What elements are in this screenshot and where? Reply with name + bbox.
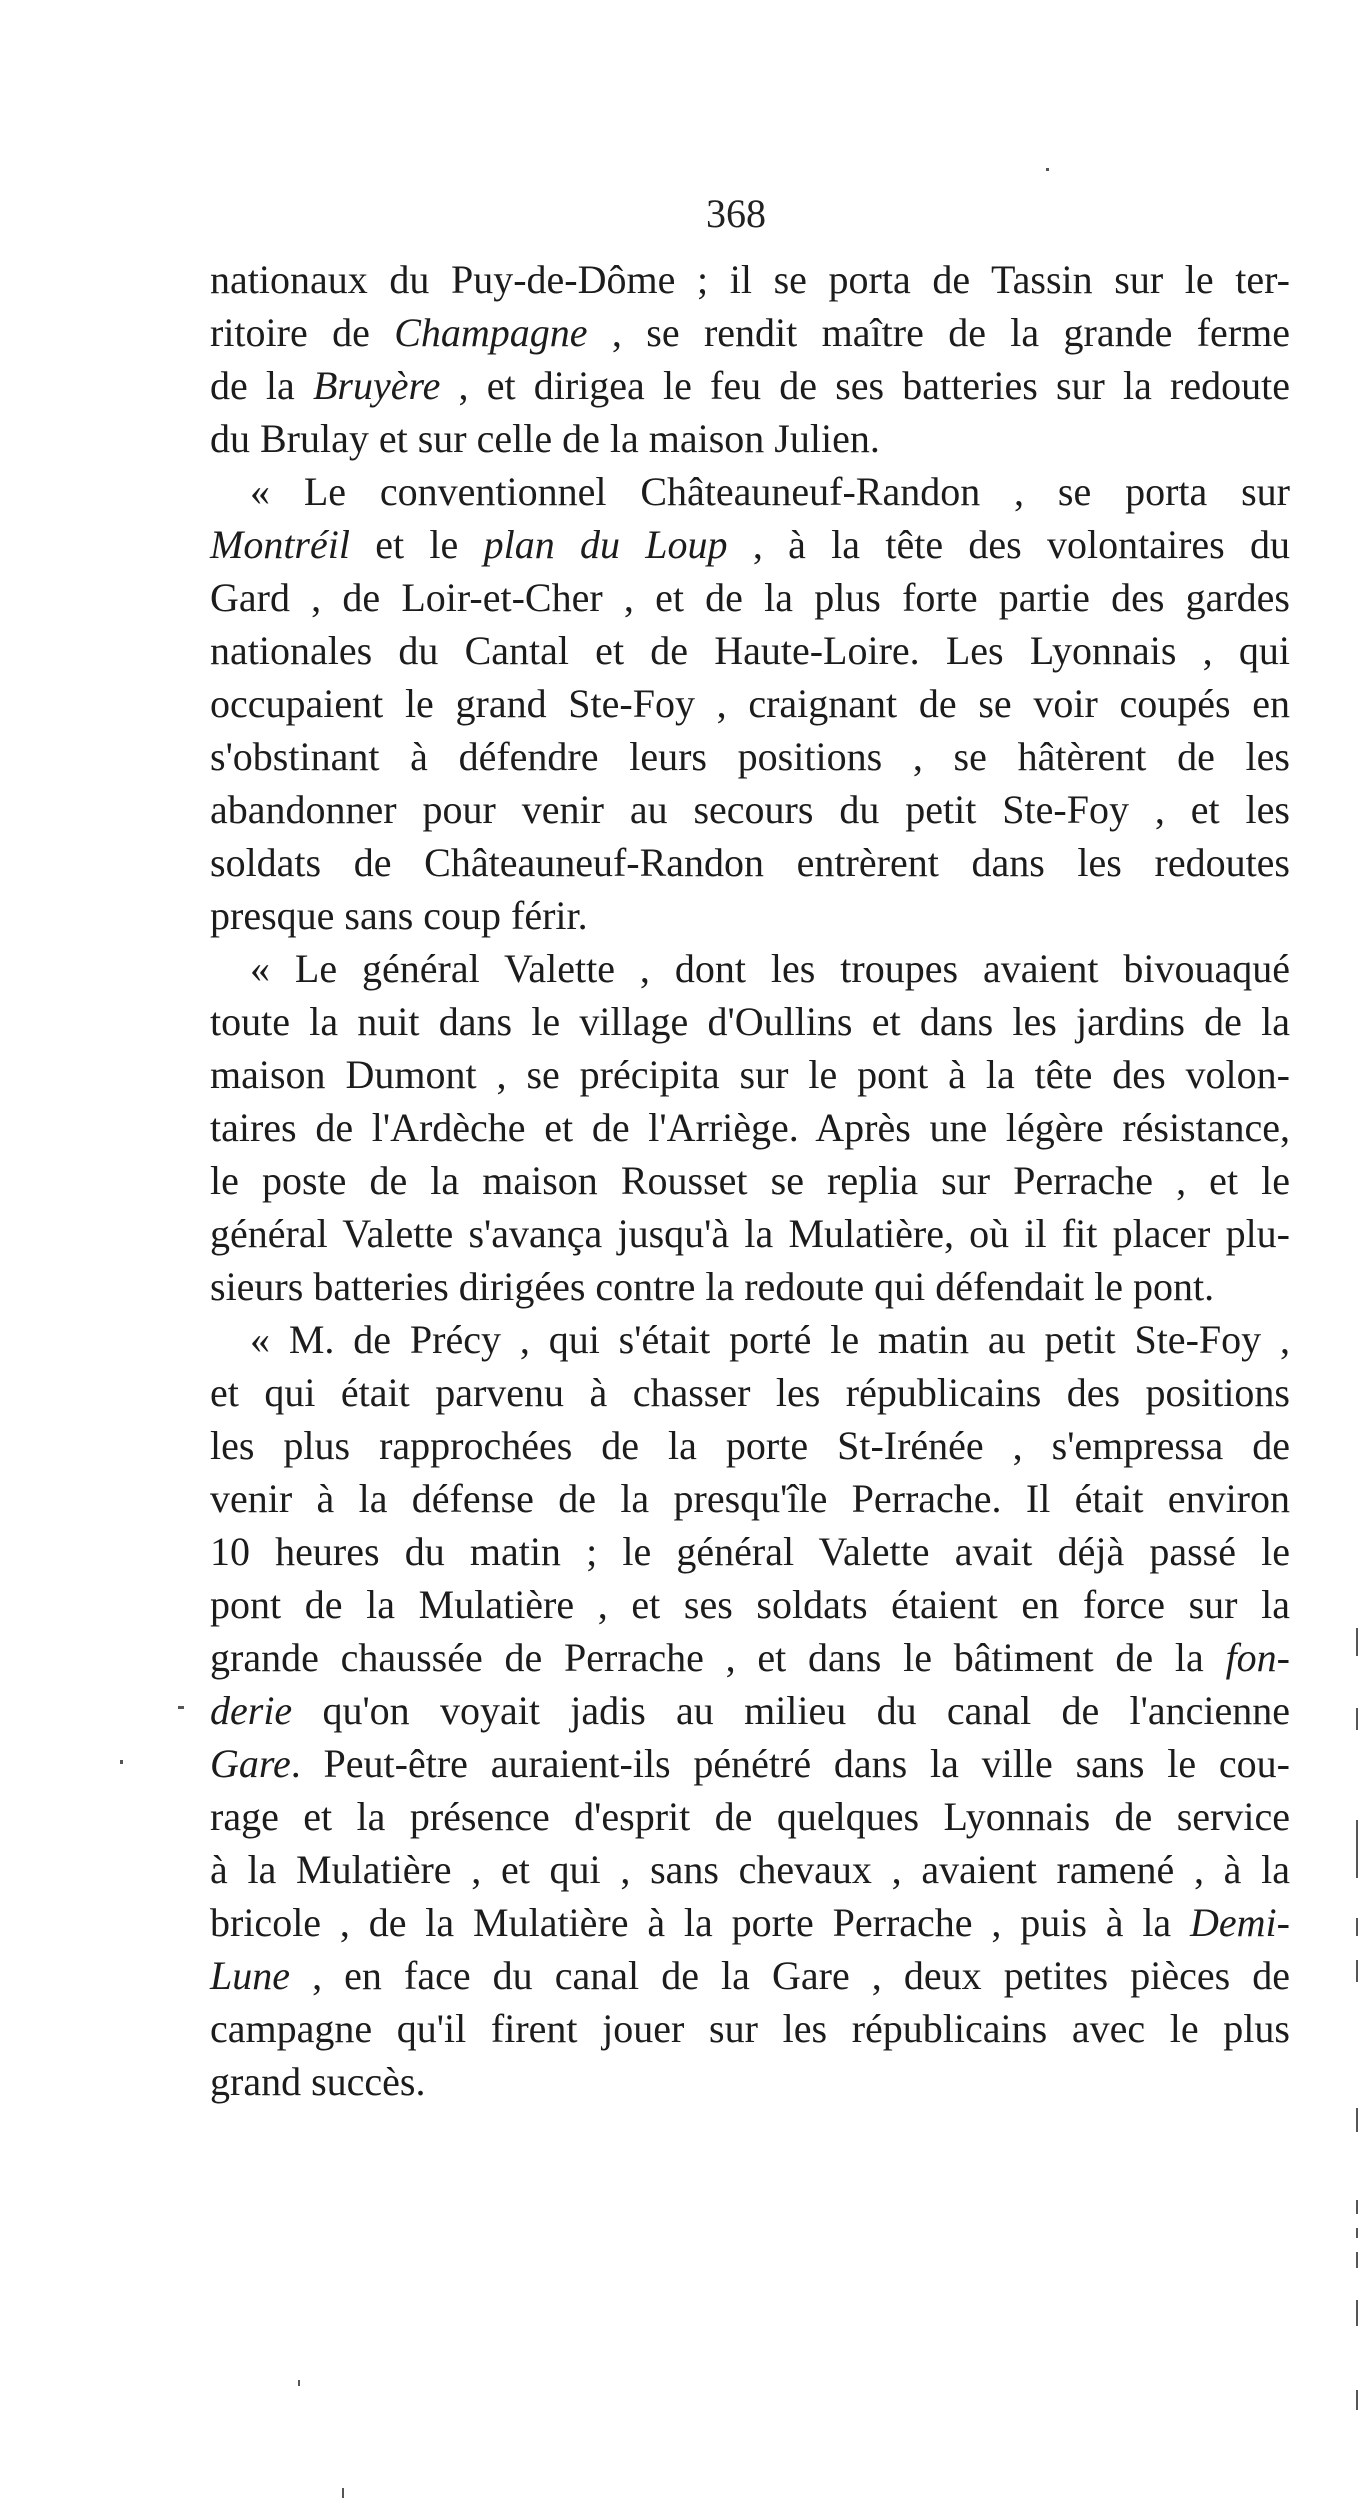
text-segment: et qui était parvenu à chasser les républicains des positions bbox=[210, 1370, 1290, 1415]
text-segment: grande chaussée de Perrache , et dans le bâtiment de la bbox=[210, 1635, 1226, 1680]
text-segment: le poste de la maison Rousset se replia sur Perrache , et le bbox=[210, 1158, 1290, 1203]
text-line bbox=[210, 783, 1290, 836]
text-line bbox=[210, 1048, 1290, 1101]
text-line bbox=[210, 1843, 1290, 1896]
italic-text-segment: fon- bbox=[1225, 1635, 1290, 1680]
text-line bbox=[210, 1419, 1290, 1472]
text-segment: grand succès. bbox=[210, 2059, 426, 2104]
text-line bbox=[210, 412, 1290, 465]
text-segment: et le bbox=[349, 522, 484, 567]
text-segment: nationaux du Puy-de-Dôme ; il se porta de Tassin sur le ter- bbox=[210, 257, 1290, 302]
text-segment: 10 heures du matin ; le général Valette avait déjà passé le bbox=[210, 1529, 1290, 1574]
italic-text-segment: derie bbox=[210, 1688, 293, 1733]
text-line bbox=[210, 1631, 1290, 1684]
text-segment: , se rendit maître de la grande ferme bbox=[587, 310, 1290, 355]
text-line bbox=[210, 2002, 1290, 2055]
text-line bbox=[210, 1366, 1290, 1419]
italic-text-segment: Lune bbox=[210, 1953, 290, 1998]
text-segment: , et dirigea le feu de ses batteries sur la redoute bbox=[440, 363, 1290, 408]
text-segment: du Brulay et sur celle de la maison Julien. bbox=[210, 416, 880, 461]
text-segment: sieurs batteries dirigées contre la redoute qui défendait le pont. bbox=[210, 1264, 1215, 1309]
text-segment: maison Dumont , se précipita sur le pont à la tête des volon- bbox=[210, 1052, 1290, 1097]
text-line bbox=[210, 1313, 1290, 1366]
text-segment: ritoire de bbox=[210, 310, 395, 355]
text-segment: soldats de Châteauneuf-Randon entrèrent dans les redoutes bbox=[210, 840, 1290, 885]
text-segment: taires de l'Ardèche et de l'Arriège. Après une légère résistance, bbox=[210, 1105, 1290, 1150]
text-segment: nationales du Cantal et de Haute-Loire. Les Lyonnais , qui bbox=[210, 628, 1290, 673]
text-segment: à la Mulatière , et qui , sans chevaux , avaient ramené , à la bbox=[210, 1847, 1290, 1892]
body-text bbox=[210, 253, 1290, 2108]
text-line bbox=[210, 677, 1290, 730]
text-segment: presque sans coup férir. bbox=[210, 893, 588, 938]
text-segment: pont de la Mulatière , et ses soldats étaient en force sur la bbox=[210, 1582, 1290, 1627]
text-segment: . Peut-être auraient-ils pénétré dans la ville sans le cou- bbox=[290, 1741, 1290, 1786]
italic-text-segment: Demi- bbox=[1190, 1900, 1290, 1945]
text-line bbox=[210, 518, 1290, 571]
text-line bbox=[210, 465, 1290, 518]
text-segment: abandonner pour venir au secours du petit Ste-Foy , et les bbox=[210, 787, 1290, 832]
text-segment: occupaient le grand Ste-Foy , craignant de se voir coupés en bbox=[210, 681, 1290, 726]
text-segment: les plus rapprochées de la porte St-Irénée , s'empressa de bbox=[210, 1423, 1290, 1468]
text-line bbox=[210, 1896, 1290, 1949]
text-line bbox=[210, 306, 1290, 359]
text-line bbox=[210, 1737, 1290, 1790]
text-line bbox=[210, 2055, 1290, 2108]
text-segment: Gard , de Loir-et-Cher , et de la plus forte partie des gardes bbox=[210, 575, 1290, 620]
text-segment: de la bbox=[210, 363, 313, 408]
text-line bbox=[210, 624, 1290, 677]
italic-text-segment: Bruyère bbox=[312, 363, 441, 408]
text-segment: rage et la présence d'esprit de quelques Lyonnais de service bbox=[210, 1794, 1290, 1839]
text-segment: « Le général Valette , dont les troupes avaient bivouaqué bbox=[250, 946, 1290, 991]
text-line bbox=[210, 1472, 1290, 1525]
text-line bbox=[210, 1154, 1290, 1207]
text-line bbox=[210, 571, 1290, 624]
text-segment: « M. de Précy , qui s'était porté le matin au petit Ste-Foy , bbox=[250, 1317, 1290, 1362]
italic-text-segment: Montréil bbox=[210, 522, 350, 567]
text-line bbox=[210, 1790, 1290, 1843]
italic-text-segment: plan du Loup bbox=[483, 522, 728, 567]
page-number: 368 bbox=[706, 191, 766, 236]
text-line bbox=[210, 1578, 1290, 1631]
text-segment: , en face du canal de la Gare , deux petites pièces de bbox=[290, 1953, 1290, 1998]
text-segment: , à la tête des volontaires du bbox=[727, 522, 1290, 567]
text-line bbox=[210, 1949, 1290, 2002]
text-segment: s'obstinant à défendre leurs positions , se hâtèrent de les bbox=[210, 734, 1290, 779]
text-line bbox=[210, 836, 1290, 889]
italic-text-segment: Champagne bbox=[394, 310, 588, 355]
text-segment: toute la nuit dans le village d'Oullins et dans les jardins de la bbox=[210, 999, 1290, 1044]
text-segment: général Valette s'avança jusqu'à la Mulatière, où il fit placer plu- bbox=[210, 1211, 1290, 1256]
text-line bbox=[210, 1101, 1290, 1154]
text-line bbox=[210, 1207, 1290, 1260]
text-segment: campagne qu'il firent jouer sur les républicains avec le plus bbox=[210, 2006, 1290, 2051]
text-segment: venir à la défense de la presqu'île Perrache. Il était environ bbox=[210, 1476, 1290, 1521]
text-segment: « Le conventionnel Châteauneuf-Randon , se porta sur bbox=[250, 469, 1290, 514]
text-segment: bricole , de la Mulatière à la porte Perrache , puis à la bbox=[210, 1900, 1191, 1945]
text-line bbox=[210, 1525, 1290, 1578]
italic-text-segment: Gare bbox=[210, 1741, 291, 1786]
text-line bbox=[210, 1260, 1290, 1313]
text-line bbox=[210, 1684, 1290, 1737]
text-line bbox=[210, 253, 1290, 306]
text-line bbox=[210, 942, 1290, 995]
text-segment: qu'on voyait jadis au milieu du canal de l'ancienne bbox=[292, 1688, 1290, 1733]
text-line bbox=[210, 359, 1290, 412]
text-line bbox=[210, 995, 1290, 1048]
text-line bbox=[210, 730, 1290, 783]
text-line bbox=[210, 889, 1290, 942]
